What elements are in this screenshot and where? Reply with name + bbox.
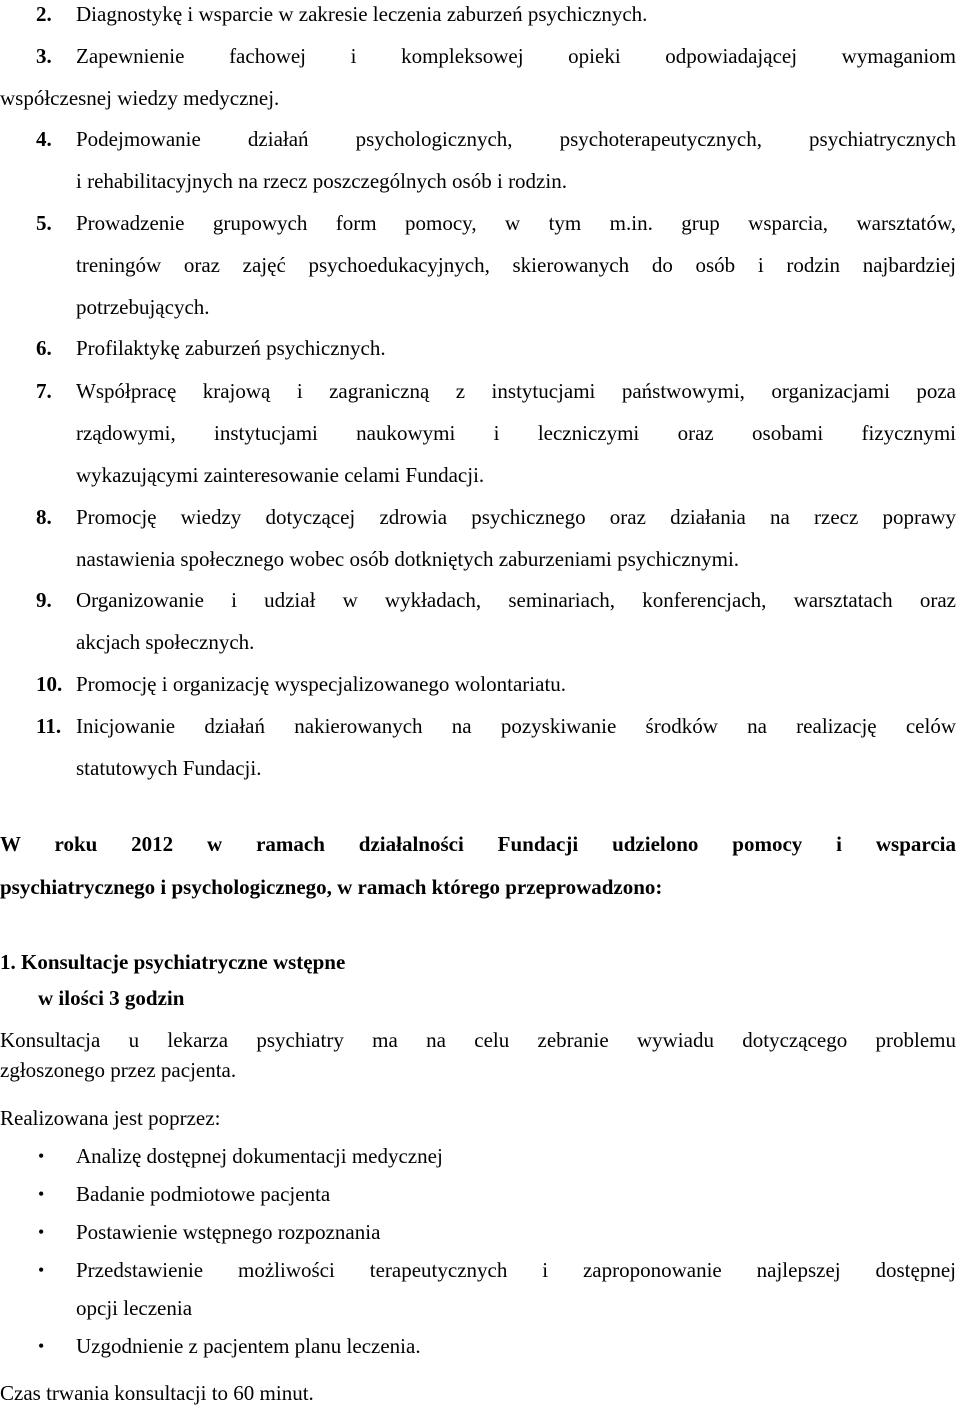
- bullet-icon: •: [38, 1260, 45, 1280]
- bullet-icon: •: [38, 1336, 45, 1356]
- list-item-number: 11.: [36, 714, 62, 738]
- list-item-number: 10.: [36, 672, 63, 696]
- list-item-text: Podejmowanie działań psychologicznych, psychoterapeutycznych, psychiatrycznych i rehabilitacyjnych na rzecz poszczególnych osób i rodzin.: [76, 127, 956, 193]
- bullet-text: Przedstawienie możliwości terapeutycznych i zaproponowanie najlepszej dostępnej opcji leczenia: [76, 1258, 956, 1320]
- section-title-main: 1. Konsultacje psychiatryczne wstępne: [0, 950, 346, 974]
- bullet-text: Analizę dostępnej dokumentacji medycznej: [76, 1144, 443, 1168]
- bullet-icon: •: [38, 1184, 45, 1204]
- list-item-text: Profilaktykę zaburzeń psychicznych.: [76, 336, 386, 360]
- list-item-number: 2.: [36, 2, 52, 26]
- list-item-text: Diagnostykę i wsparcie w zakresie leczenia zaburzeń psychicznych.: [76, 2, 648, 26]
- list-item-number: 3.: [36, 44, 52, 68]
- summary-heading: W roku 2012 w ramach działalności Fundacji udzielono pomocy i wsparcia psychiatrycznego i psychologicznego, w ramach którego przeprowadzono:: [0, 832, 956, 899]
- list-item-text: Prowadzenie grupowych form pomocy, w tym m.in. grup wsparcia, warsztatów, treningów oraz zajęć psychoedukacyjnych, skierowanych do osób i rodzin najbardziej potrzebujących.: [76, 211, 956, 319]
- bullet-text: Badanie podmiotowe pacjenta: [76, 1182, 331, 1206]
- list-item-text: Inicjowanie działań nakierowanych na pozyskiwanie środków na realizację celów statutowych Fundacji.: [76, 714, 956, 780]
- list-item-number: 5.: [36, 211, 52, 235]
- bullet-text: Uzgodnienie z pacjentem planu leczenia.: [76, 1334, 421, 1358]
- list-item-number: 4.: [36, 127, 52, 151]
- section-title: [0, 944, 960, 1016]
- bullet-icon: •: [38, 1222, 45, 1242]
- list-item-text: Zapewnienie fachowej i kompleksowej opieki odpowiadającej wymaganiom współczesnej wiedzy medycznej.: [0, 44, 956, 110]
- list-item-text: Współpracę krajową i zagraniczną z instytucjami państwowymi, organizacjami poza rządowymi, instytucjami naukowymi i leczniczymi oraz osobami fizycznymi wykazującymi zainteresowanie celami Fundacji.: [76, 379, 956, 487]
- realized-by-label: Realizowana jest poprzez:: [0, 1106, 221, 1130]
- list-item-number: 8.: [36, 505, 52, 529]
- list-item-text: Promocję wiedzy dotyczącej zdrowia psychicznego oraz działania na rzecz poprawy nastawienia społecznego wobec osób dotkniętych zaburzeniami psychicznymi.: [76, 505, 956, 571]
- list-item-number: 9.: [36, 588, 52, 612]
- duration-text: Czas trwania konsultacji to 60 minut.: [0, 1381, 314, 1405]
- bullet-text: Postawienie wstępnego rozpoznania: [76, 1220, 381, 1244]
- list-item-number: 7.: [36, 379, 52, 403]
- list-item-number: 6.: [36, 336, 52, 360]
- bullet-icon: •: [38, 1146, 45, 1166]
- list-item-text: Promocję i organizację wyspecjalizowanego wolontariatu.: [76, 672, 567, 696]
- section-title-sub: w ilości 3 godzin: [38, 986, 185, 1010]
- list-item-text: Organizowanie i udział w wykładach, seminariach, konferencjach, warsztatach oraz akcjach społecznych.: [76, 588, 956, 654]
- description-paragraph: Konsultacja u lekarza psychiatry ma na celu zebranie wywiadu dotyczącego problemu zgłoszonego przez pacjenta.: [0, 1028, 956, 1082]
